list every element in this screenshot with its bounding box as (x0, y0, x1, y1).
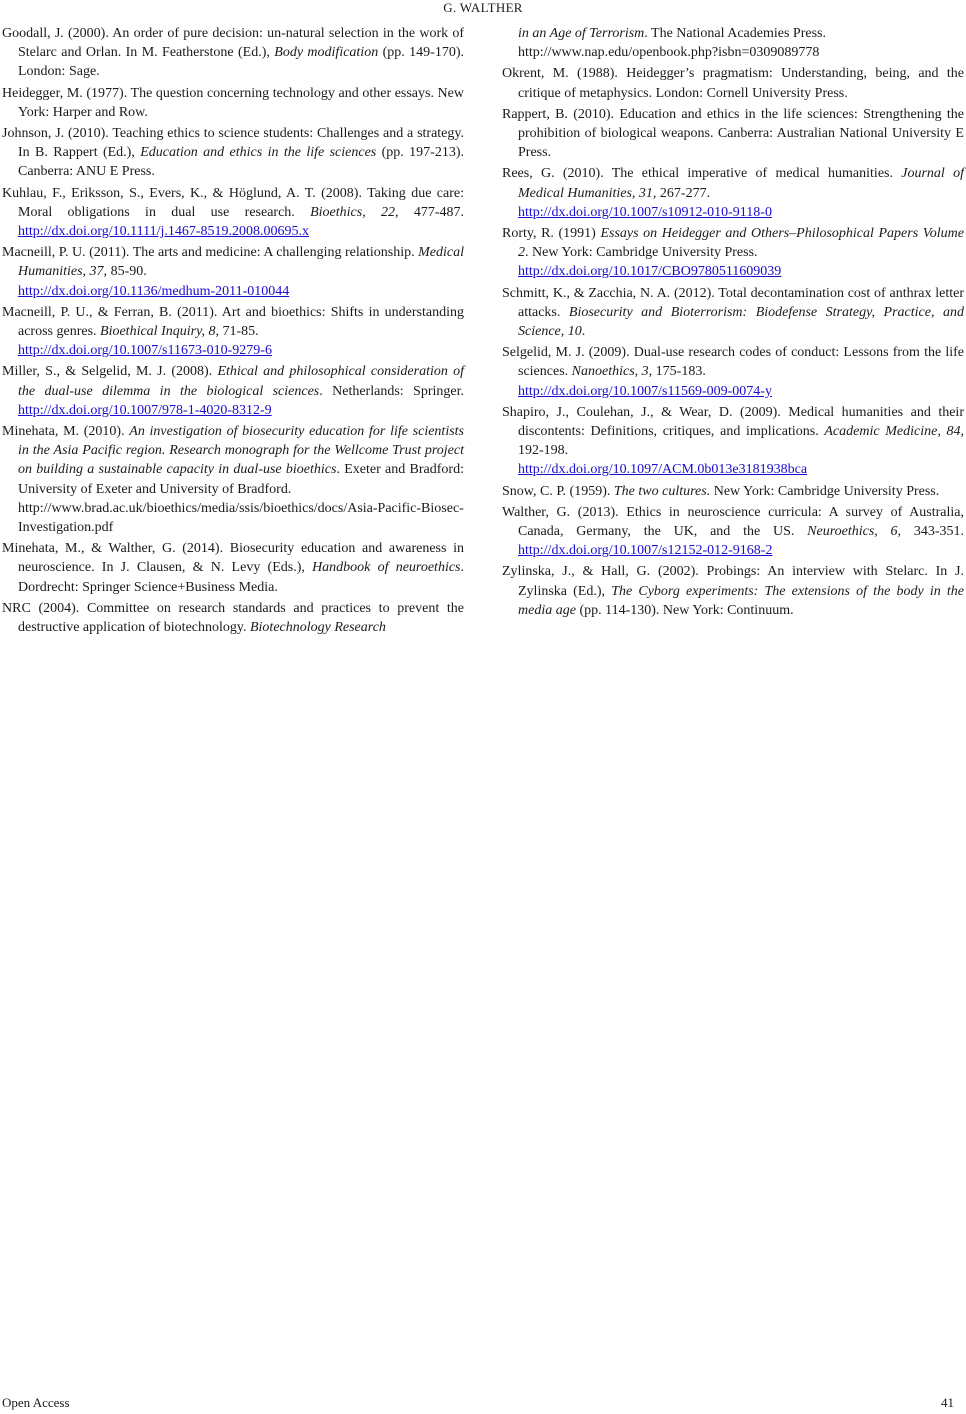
reference-text: 267-277. (656, 185, 711, 201)
reference-entry (2, 243, 464, 301)
doi-link[interactable]: http://dx.doi.org/10.1007/978-1-4020-8312-9 (18, 402, 272, 418)
reference-text: Heidegger, M. (1977). The question concerning technology and other essays. New York: Harper and Row. (2, 85, 464, 120)
doi-link[interactable]: http://dx.doi.org/10.1007/s11569-009-0074-y (518, 383, 772, 399)
reference-text: Minehata, M., & Walther, G. (2014). Biosecurity education and awareness in neuroscience. In J. Clausen, & N. Levy (Eds.), (2, 541, 464, 576)
reference-text: . Exeter and Bradford: University of Exeter and University of Bradford. (18, 462, 464, 497)
reference-entry (2, 362, 464, 420)
reference-text: Selgelid, M. J. (2009). Dual-use research codes of conduct: Lessons from the life sciences. (502, 345, 964, 380)
doi-link[interactable]: http://dx.doi.org/10.1007/s11673-010-9279-6 (18, 343, 272, 359)
reference-italic-text: The two cultures. (613, 483, 711, 499)
reference-text: 175-183. (652, 364, 706, 380)
reference-text: Goodall, J. (2000). An order of pure decision: un-natural selection in the work of Stelarc and Orlan. In M. Featherstone (Ed.), (2, 26, 464, 61)
reference-entry (502, 105, 964, 163)
reference-text: http://www.nap.edu/openbook.php?isbn=0309089778 (518, 45, 820, 61)
doi-link[interactable]: http://dx.doi.org/10.1007/s12152-012-9168-2 (518, 543, 773, 559)
reference-text: Kuhlau, F., Eriksson, S., Evers, K., & Höglund, A. T. (2008). Taking due care: Moral obligations in dual use research. (2, 185, 464, 220)
reference-italic-text: Neuroethics, 6, (807, 524, 902, 540)
reference-text: 192-198. (518, 443, 569, 459)
reference-text: Macneill, P. U., & Ferran, B. (2011). Art and bioethics: Shifts in understanding across genres. (2, 304, 464, 340)
reference-entry (2, 422, 464, 537)
reference-text: . Netherlands: Springer. (319, 383, 464, 399)
reference-entry (502, 164, 964, 222)
reference-entry (502, 64, 964, 102)
reference-italic-text: Biotechnology Research (249, 620, 386, 636)
reference-entry (502, 562, 964, 620)
reference-text: Rappert, B. (2010). Education and ethics in the life sciences: Strengthening the prohibition of biological weapons. Canberra: Australian National University E Press. (502, 106, 964, 161)
reference-text: 71-85. (219, 324, 259, 340)
reference-text: http://www.brad.ac.uk/bioethics/media/ssis/bioethics/docs/Asia-Pacific-Biosec-Investigation.pdf (18, 500, 464, 536)
reference-entry (2, 24, 464, 82)
reference-text: New York: Cambridge University Press. (710, 483, 940, 499)
reference-text: (pp. 197-213). Canberra: ANU E Press. (18, 145, 464, 180)
reference-text: . (581, 324, 586, 340)
reference-text: Johnson, J. (2010). Teaching ethics to science students: Challenges and a strategy. In B. Rappert (Ed.), (2, 126, 464, 161)
reference-italic-text: Bioethical Inquiry, 8, (100, 324, 220, 340)
reference-text: Walther, G. (2013). Ethics in neuroscience curricula: A survey of Australia, Canada, Germany, the UK, and the US. (502, 504, 964, 540)
reference-text: 85-90. (107, 264, 147, 280)
reference-text: 343-351. (901, 524, 965, 540)
reference-italic-text: in an Age of Terrorism (518, 26, 645, 41)
doi-link[interactable]: http://dx.doi.org/10.1017/CBO9780511609039 (518, 264, 782, 280)
reference-text: Minehata, M. (2010). (2, 424, 130, 440)
reference-entry (2, 124, 464, 182)
running-head: G. WALTHER (443, 0, 523, 15)
reference-italic-text: Education and ethics in the life sciences (140, 145, 377, 161)
footer-page-number: 41 (941, 1395, 954, 1410)
reference-entry (502, 24, 964, 62)
reference-entry (502, 503, 964, 561)
reference-text: Rees, G. (2010). The ethical imperative of medical humanities. (502, 166, 902, 182)
reference-italic-text: An investigation of biosecurity education for life scientists in the Asia Pacific region. Research monograph for the Wellcome Trust project on building a sustainable capacity in dual-use bioethics (18, 424, 464, 478)
reference-text: . The National Academies Press. (644, 26, 826, 41)
reference-text: Zylinska, J., & Hall, G. (2002). Probings: An interview with Stelarc. In J. Zylinska (Ed.), (502, 564, 964, 599)
reference-entry (2, 303, 464, 361)
reference-text: Okrent, M. (1988). Heidegger’s pragmatism: Understanding, being, and the critique of metaphysics. London: Cornell University Press. (502, 66, 964, 101)
reference-italic-text: The Cyborg experiments: The extensions of the body in the media age (518, 583, 964, 618)
reference-italic-text: Journal of Medical Humanities, 31, (518, 166, 964, 201)
reference-entry (502, 224, 964, 282)
references-right-column (502, 24, 964, 622)
reference-italic-text: Handbook of neuroethics (312, 560, 461, 576)
reference-text: Macneill, P. U. (2011). The arts and medicine: A challenging relationship. (2, 245, 419, 261)
reference-italic-text: Bioethics, 22, (310, 204, 399, 220)
reference-text: Rorty, R. (1991) (502, 226, 601, 242)
doi-link[interactable]: http://dx.doi.org/10.1111/j.1467-8519.2008.00695.x (18, 224, 310, 240)
reference-text: NRC (2004). Committee on research standards and practices to prevent the destructive application of biotechnology. (2, 600, 464, 636)
references-left-column (2, 24, 464, 639)
reference-entry (502, 482, 964, 501)
reference-italic-text: Medical Humanities, 37, (18, 245, 464, 280)
reference-text: . New York: Cambridge University Press. (525, 245, 758, 261)
reference-italic-text: Academic Medicine, 84, (824, 424, 964, 440)
reference-text: (pp. 149-170). London: Sage. (18, 45, 464, 80)
reference-entry (502, 403, 964, 480)
reference-entry (2, 84, 464, 122)
doi-link[interactable]: http://dx.doi.org/10.1136/medhum-2011-010044 (18, 283, 290, 299)
reference-text: 477-487. (398, 204, 464, 220)
reference-text: Miller, S., & Selgelid, M. J. (2008). (2, 364, 218, 380)
doi-link[interactable]: http://dx.doi.org/10.1007/s10912-010-9118-0 (518, 204, 772, 220)
reference-text: . Dordrecht: Springer Science+Business Media. (18, 560, 464, 595)
reference-text: (pp. 114-130). New York: Continuum. (575, 602, 794, 618)
reference-italic-text: Biosecurity and Bioterrorism: Biodefense Strategy, Practice, and Science, 10 (518, 304, 965, 340)
doi-link[interactable]: http://dx.doi.org/10.1097/ACM.0b013e3181938bca (518, 462, 808, 478)
reference-entry (2, 599, 464, 637)
reference-italic-text: Body modification (274, 45, 379, 61)
reference-entry (2, 539, 464, 597)
footer-journal: Open Access (2, 1395, 70, 1410)
reference-italic-text: Nanoethics, 3, (571, 364, 653, 380)
reference-entry (502, 343, 964, 401)
reference-text: Schmitt, K., & Zacchia, N. A. (2012). Total decontamination cost of anthrax letter attacks. (502, 285, 964, 320)
reference-entry (502, 284, 964, 342)
reference-text: Snow, C. P. (1959). (502, 483, 614, 499)
reference-entry (2, 184, 464, 242)
reference-italic-text: Ethical and philosophical consideration of the dual-use dilemma in the biological sciences (18, 364, 464, 399)
reference-text: Shapiro, J., Coulehan, J., & Wear, D. (2009). Medical humanities and their discontents: Definitions, critiques, and implications. (502, 404, 964, 440)
reference-italic-text: Essays on Heidegger and Others–Philosophical Papers Volume 2 (518, 226, 964, 261)
